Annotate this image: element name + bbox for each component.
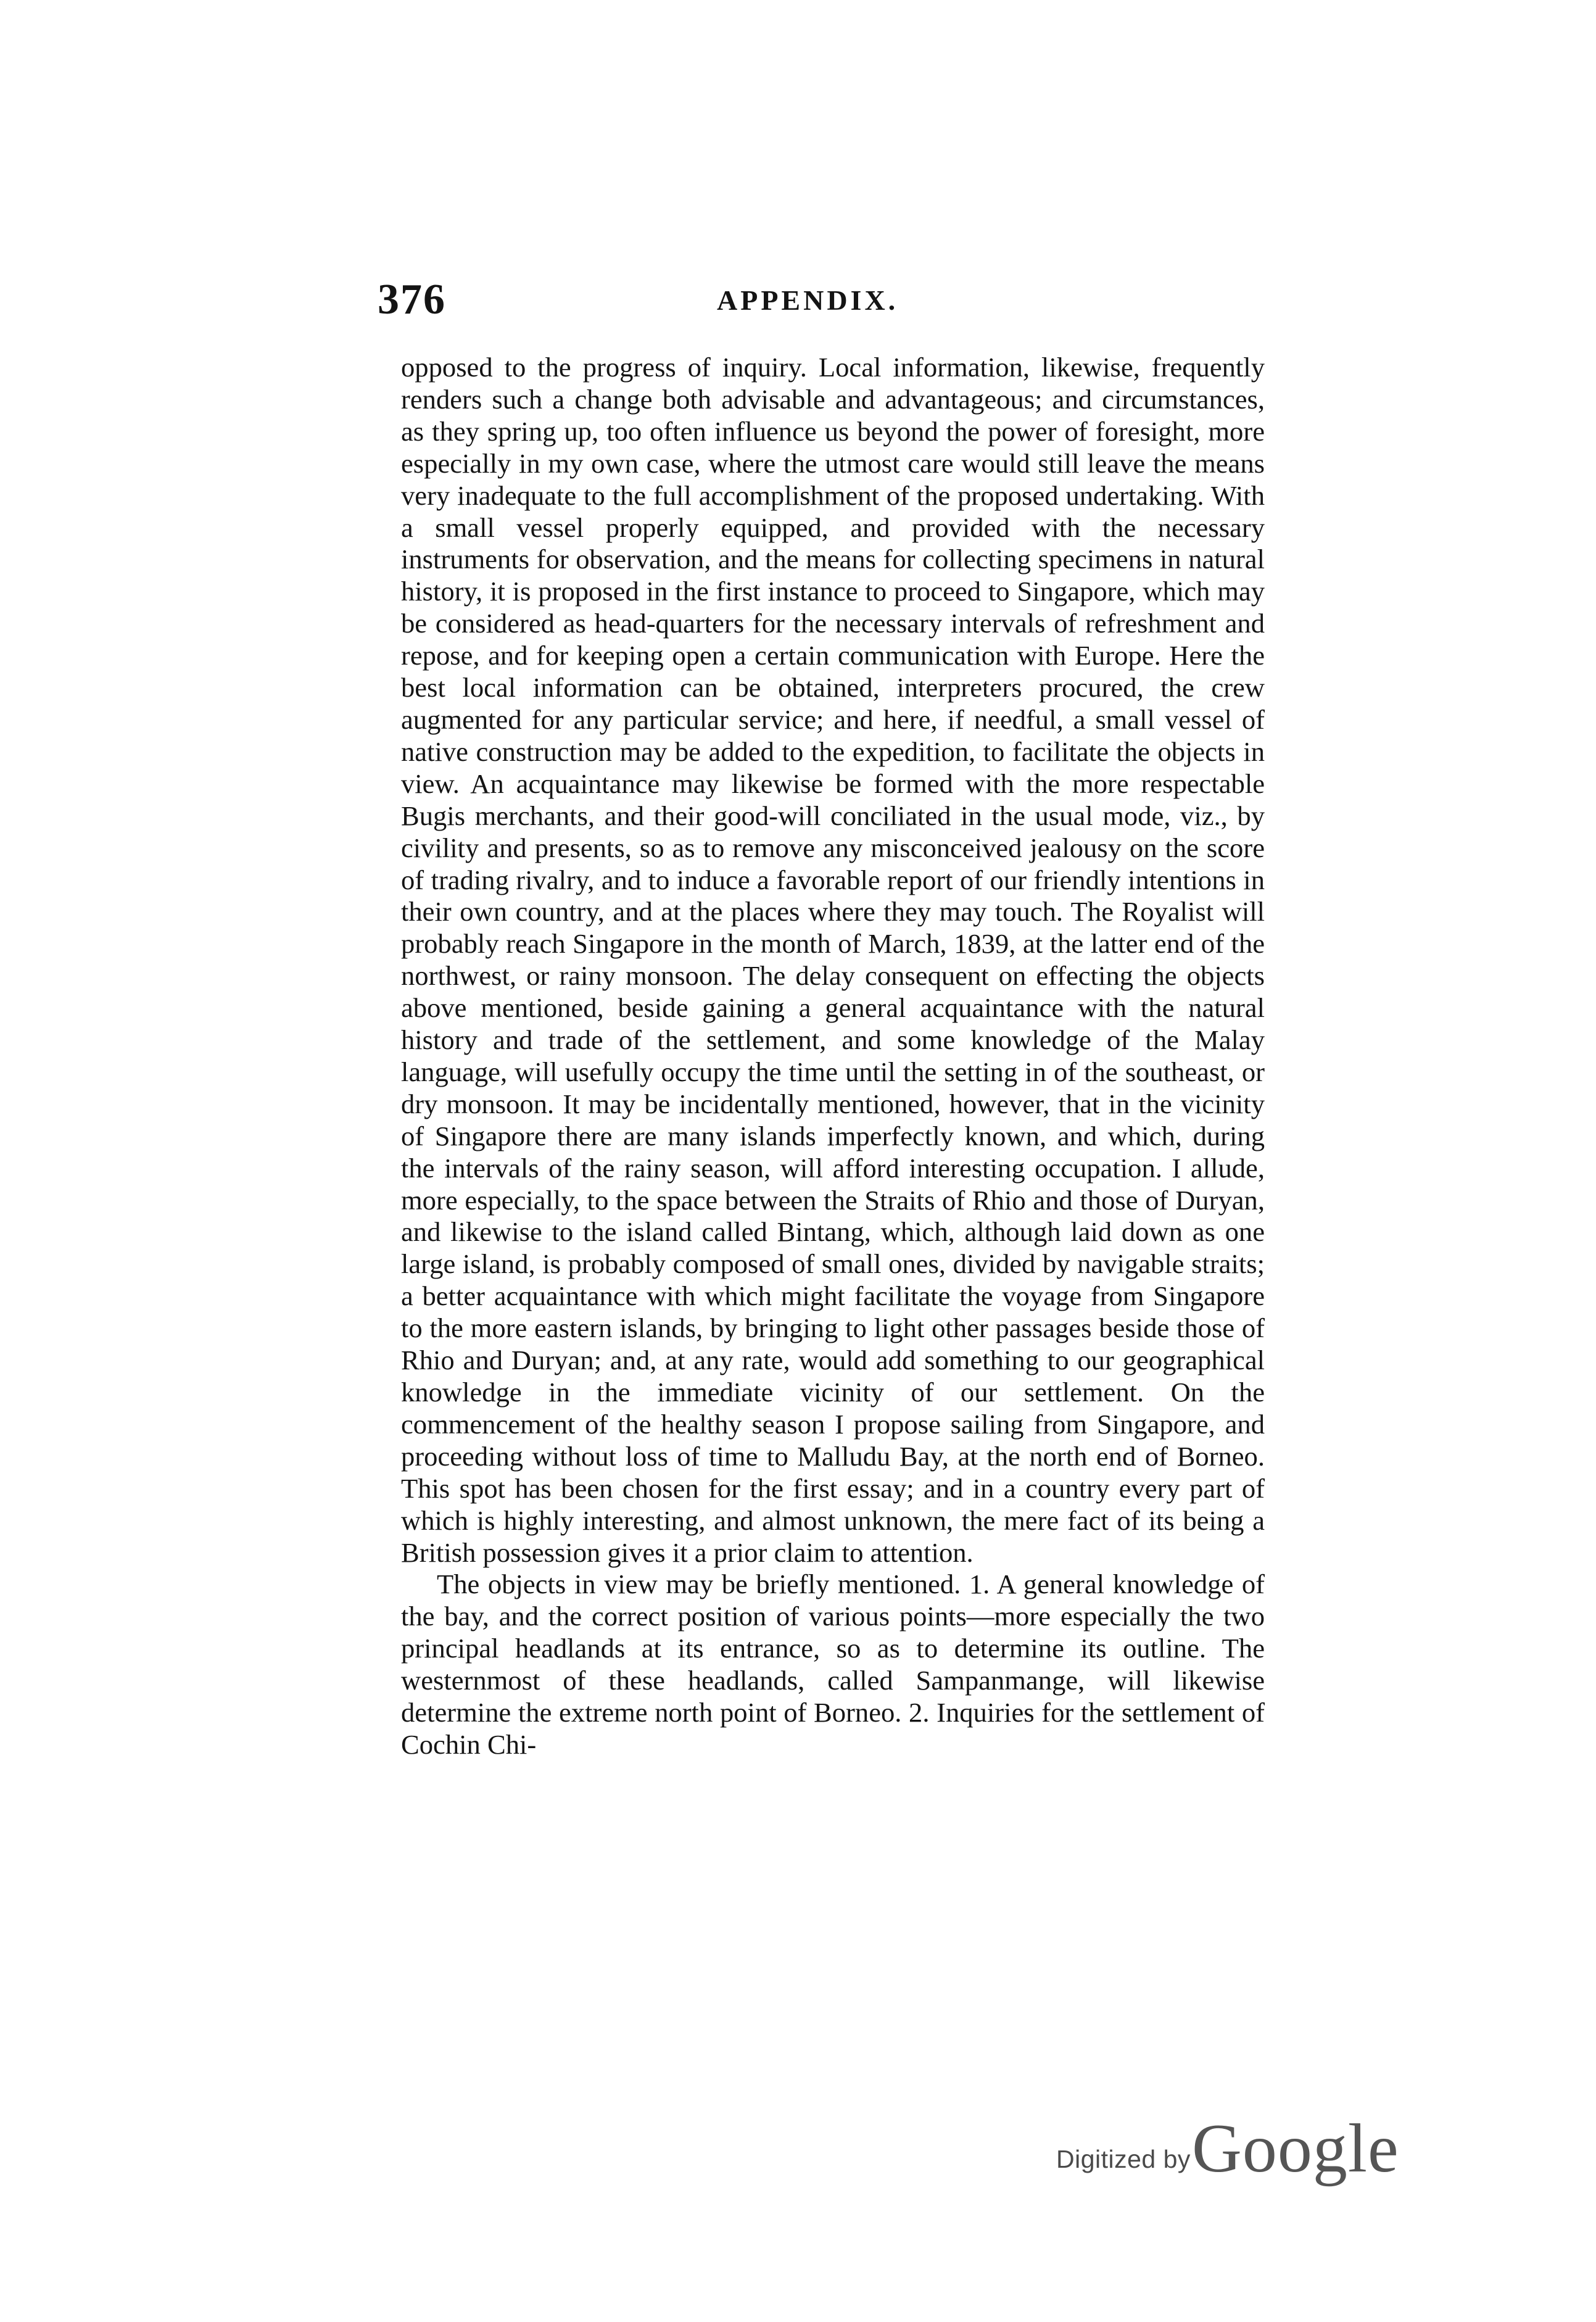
body-text <box>401 352 1265 1761</box>
paragraph-2: The objects in view may be briefly mentioned. 1. A general knowledge of the bay, and the correct position of various points—more especially the two principal headlands at its entrance, so as to determine its outline. The westernmost of these headlands, called Sampanmange, will likewise determine the extreme north point of Borneo. 2. Inquiries for the settlement of Cochin Chi- <box>401 1569 1265 1760</box>
page-number: 376 <box>378 276 446 323</box>
running-head: APPENDIX. <box>717 284 899 316</box>
google-logo: Google <box>1192 2110 1399 2187</box>
paragraph-1: opposed to the progress of inquiry. Local information, likewise, frequently renders such a change both advisable and advantageous; and circumstances, as they spring up, too often influence us beyond the power of foresight, more especially in my own case, where the utmost care would still leave the means very inadequate to the full accomplishment of the proposed undertaking. With a small vessel properly equipped, and provided with the necessary instruments for observation, and the means for collecting specimens in natural history, it is proposed in the first instance to proceed to Singapore, which may be considered as head-quarters for the necessary intervals of refreshment and repose, and for keeping open a certain communication with Europe. Here the best local information can be obtained, interpreters procured, the crew augmented for any particular service; and here, if needful, a small vessel of native construction may be added to the expedition, to facilitate the objects in view. An acquaintance may likewise be formed with the more respectable Bugis merchants, and their good-will conciliated in the usual mode, viz., by civility and presents, so as to remove any misconceived jealousy on the score of trading rivalry, and to induce a favorable report of our friendly intentions in their own country, and at the places where they may touch. The Royalist will probably reach Singapore in the month of March, 1839, at the latter end of the northwest, or rainy monsoon. The delay consequent on effecting the objects above mentioned, beside gaining a general acquaintance with the natural history and trade of the settlement, and some knowledge of the Malay language, will usefully occupy the time until the setting in of the southeast, or dry monsoon. It may be incidentally mentioned, however, that in the vicinity of Singapore there are many islands imperfectly known, and which, during the intervals of the rainy season, will afford interesting occupation. I allude, more especially, to the space between the Straits of Rhio and those of Duryan, and likewise to the island called Bintang, which, although laid down as one large island, is probably composed of small ones, divided by navigable straits; a better acquaintance with which might facilitate the voyage from Singapore to the more eastern islands, by bringing to light other passages beside those of Rhio and Duryan; and, at any rate, would add something to our geographical knowledge in the immediate vicinity of our settlement. On the commencement of the healthy season I propose sailing from Singapore, and proceeding without loss of time to Malludu Bay, at the north end of Borneo. This spot has been chosen for the first essay; and in a country every part of which is highly interesting, and almost unknown, the mere fact of its being a British possession gives it a prior claim to attention. <box>401 352 1265 1568</box>
digitized-by-google-watermark <box>1056 2109 1402 2187</box>
page-header <box>378 272 1283 327</box>
watermark-prefix: Digitized by <box>1056 2145 1191 2173</box>
